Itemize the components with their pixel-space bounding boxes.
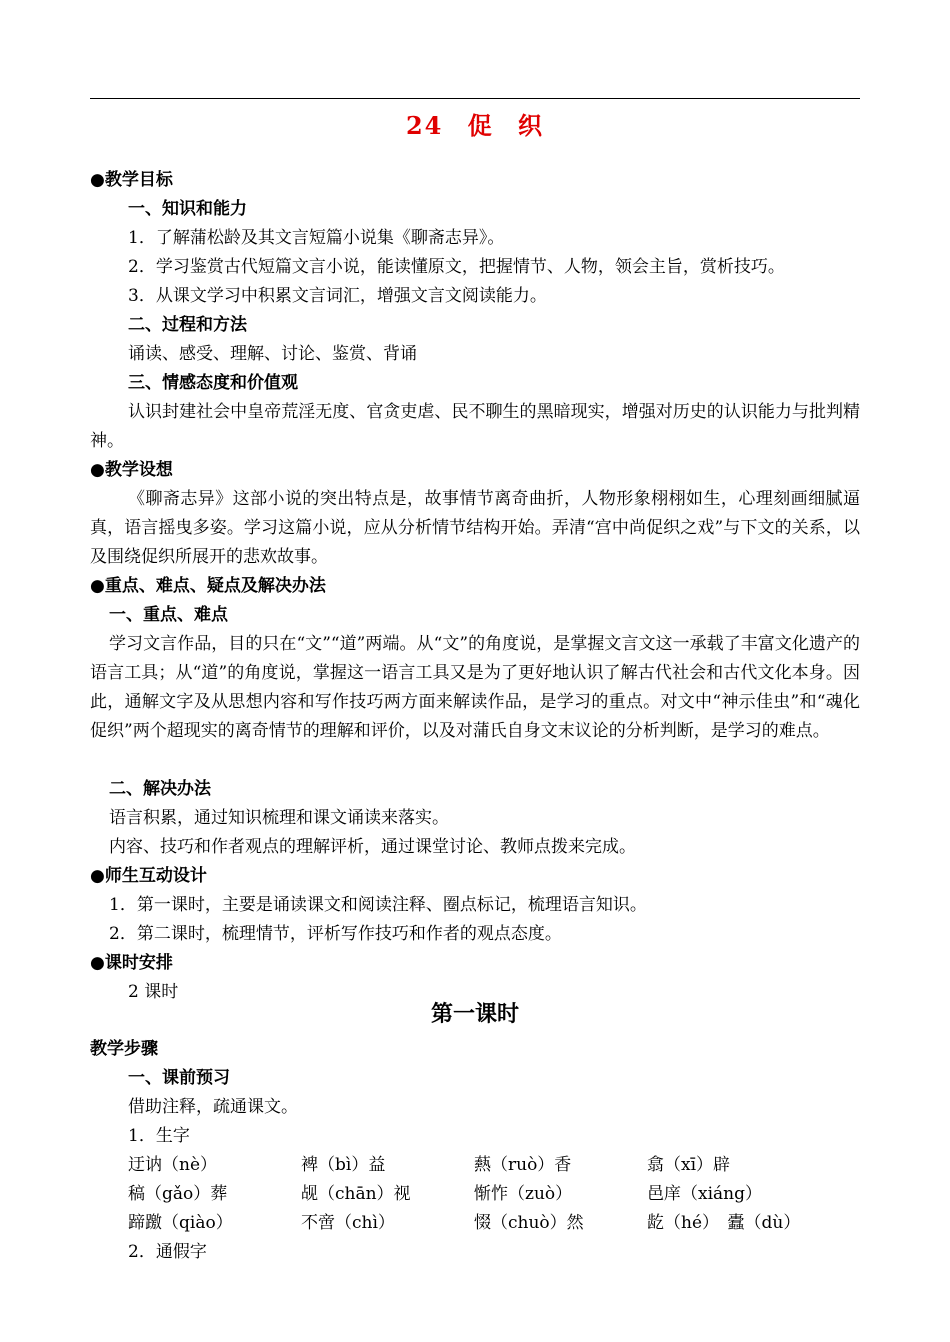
goals-item-1: 1．了解蒲松龄及其文言短篇小说集《聊斋志异》。 — [128, 228, 505, 248]
goals-section-2: 二、过程和方法 — [128, 315, 247, 335]
new-chars-grid — [128, 1151, 848, 1238]
interaction-heading: ●师生互动设计 — [90, 866, 207, 886]
keypoints-section-2: 二、解决办法 — [109, 779, 211, 799]
schedule-heading: ●课时安排 — [90, 953, 173, 973]
char-entry: 翕（xī）辟 — [647, 1155, 731, 1175]
char-entry: 爇（ruò）香 — [474, 1155, 572, 1175]
chars-row — [128, 1180, 848, 1209]
goals-section-3-text: 认识封建社会中皇帝荒淫无度、官贪吏虐、民不聊生的黑暗现实，增强对历史的认识能力与批判精神。 — [90, 402, 860, 451]
design-text: 《聊斋志异》这部小说的突出特点是，故事情节离奇曲折，人物形象栩栩如生，心理刻画细腻逼真，语言摇曳多姿。学习这篇小说，应从分析情节结构开始。弄清“宫中尚促织之戏”与下文的关系，以及围绕促织所展开的悲欢故事。 — [90, 489, 860, 567]
interaction-item-2: 2．第二课时，梳理情节，评析写作技巧和作者的观点态度。 — [109, 924, 562, 944]
goals-section-2-text: 诵读、感受、理解、讨论、鉴赏、背诵 — [128, 344, 417, 364]
page-title: 24 促 织 — [405, 111, 545, 140]
char-entry: 不啻（chì） — [301, 1213, 395, 1233]
keypoints-section-1: 一、重点、难点 — [109, 605, 228, 625]
preview-text: 借助注释，疏通课文。 — [128, 1097, 298, 1117]
keypoints-heading: ●重点、难点、疑点及解决办法 — [90, 576, 326, 596]
preview-heading: 一、课前预习 — [128, 1068, 230, 1088]
char-entry: 惭怍（zuò） — [474, 1184, 573, 1204]
goals-item-2: 2．学习鉴赏古代短篇文言小说，能读懂原文，把握情节、人物，领会主旨，赏析技巧。 — [128, 257, 785, 277]
interaction-item-1: 1．第一课时，主要是诵读课文和阅读注释、圈点标记，梳理语言知识。 — [109, 895, 647, 915]
design-heading: ●教学设想 — [90, 460, 173, 480]
char-entry: 稿（gǎo）葬 — [128, 1184, 228, 1204]
keypoints-solution-2: 内容、技巧和作者观点的理解评析，通过课堂讨论、教师点拨来完成。 — [109, 837, 636, 857]
keypoints-solution-1: 语言积累，通过知识梳理和课文诵读来落实。 — [109, 808, 449, 828]
char-entry: 龁（hé） 蠹（dù） — [647, 1213, 801, 1233]
char-entry: 迂讷（nè） — [128, 1155, 218, 1175]
lesson-title: 第一课时 — [430, 1002, 519, 1027]
chars-row — [128, 1209, 848, 1238]
goals-section-1: 一、知识和能力 — [128, 199, 247, 219]
new-chars-label: 1．生字 — [128, 1126, 190, 1146]
header-rule — [90, 98, 860, 99]
char-entry: 惙（chuò）然 — [474, 1213, 584, 1233]
goals-heading: ●教学目标 — [90, 170, 173, 190]
schedule-text: 2 课时 — [128, 982, 179, 1002]
variant-chars-label: 2．通假字 — [128, 1242, 207, 1262]
char-entry: 裨（bì）益 — [301, 1155, 386, 1175]
steps-heading: 教学步骤 — [90, 1039, 158, 1059]
keypoints-section-1-text: 学习文言作品，目的只在“文”“道”两端。从“文”的角度说，是掌握文言文这一承载了丰富文化遗产的语言工具；从“道”的角度说，掌握这一语言工具又是为了更好地认识了解古代社会和古代文化本身。因此，通解文字及从思想内容和写作技巧两方面来解读作品，是学习的重点。对文中“神示佳虫”和“魂化促织”两个超现实的离奇情节的理解和评价，以及对蒲氏自身文末议论的分析判断，是学习的难点。 — [90, 634, 860, 741]
chars-row — [128, 1151, 848, 1180]
char-entry: 邑庠（xiáng） — [647, 1184, 762, 1204]
char-entry: 蹄躈（qiào） — [128, 1213, 233, 1233]
goals-section-3: 三、情感态度和价值观 — [128, 373, 298, 393]
char-entry: 觇（chān）视 — [301, 1184, 411, 1204]
goals-item-3: 3．从课文学习中积累文言词汇，增强文言文阅读能力。 — [128, 286, 547, 306]
